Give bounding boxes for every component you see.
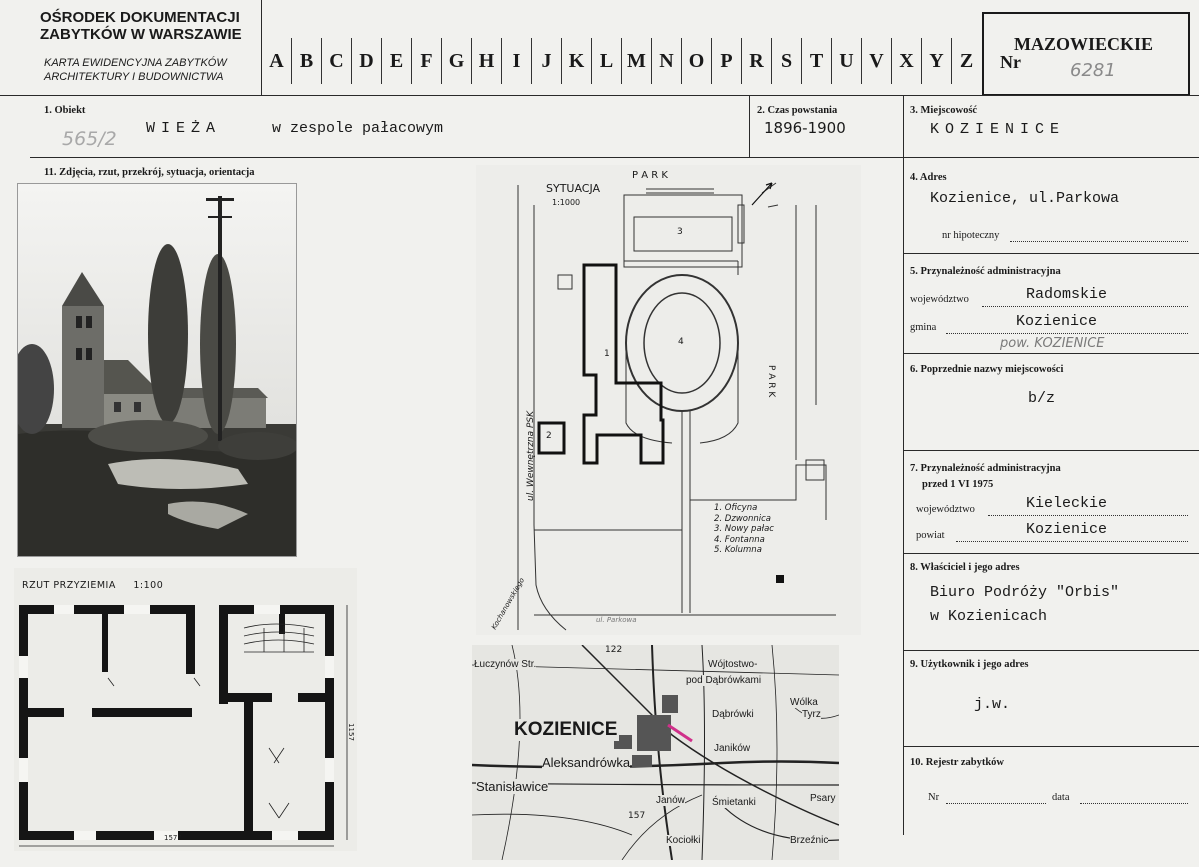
- map-place-label: Psary: [810, 793, 836, 804]
- map-place-label: Łuczynów Str.: [474, 659, 537, 670]
- map-place-label: Kociołki: [666, 835, 701, 846]
- index-letter-n: N: [651, 38, 681, 84]
- map-place-label: Stanisławice: [476, 779, 549, 794]
- index-letter-a: A: [261, 38, 291, 84]
- site-num-3: 3: [677, 227, 683, 237]
- org-line-1: OŚRODEK DOKUMENTACJI: [40, 9, 240, 26]
- voivodeship75-label: województwo: [916, 504, 975, 515]
- index-letter-y: Y: [921, 38, 951, 84]
- map-place-label: Wójtostwo-: [708, 659, 758, 670]
- region-box: [982, 12, 1190, 96]
- site-street-2: Kochanowskiego: [490, 576, 527, 631]
- floor-plan: [14, 568, 357, 851]
- index-letter-v: V: [861, 38, 891, 84]
- date-label: 2. Czas powstania: [757, 105, 838, 116]
- index-letter-d: D: [351, 38, 381, 84]
- index-letter-k: K: [561, 38, 591, 84]
- site-scale: 1:1000: [552, 198, 581, 207]
- owner-line-1: Biuro Podróży "Orbis": [930, 584, 1120, 601]
- index-letter-f: F: [411, 38, 441, 84]
- alphabet-index: [261, 38, 981, 84]
- admin-label: 5. Przynależność administracyjna: [910, 266, 1061, 277]
- index-letter-h: H: [471, 38, 501, 84]
- map-spot-height: 122: [605, 645, 623, 655]
- floor-plan-dim-right: 1157: [346, 723, 355, 741]
- user-label: 9. Użytkownik i jego adres: [910, 659, 1029, 670]
- map-place-label: Śmietanki: [712, 797, 756, 808]
- index-letter-t: T: [801, 38, 831, 84]
- voivodeship-value: Radomskie: [1026, 286, 1108, 303]
- commune-note: pow. KOZIENICE: [1000, 336, 1105, 351]
- object-note: 565/2: [62, 128, 117, 150]
- locality-label: 3. Miejscowość: [910, 105, 978, 116]
- index-letter-r: R: [741, 38, 771, 84]
- site-park-right: P A R K: [766, 365, 776, 398]
- commune-value: Kozienice: [1016, 313, 1098, 330]
- floor-plan-dim-bottom: 1577: [164, 834, 182, 842]
- org-line-2: ZABYTKÓW W WARSZAWIE: [40, 26, 242, 43]
- index-letter-g: G: [441, 38, 471, 84]
- tower-photograph: [17, 183, 297, 557]
- former-names-value: b/z: [1028, 390, 1056, 407]
- voivodeship75-value: Kieleckie: [1026, 495, 1108, 512]
- register-date-label: data: [1052, 792, 1070, 803]
- site-legend-item: 5. Kolumna: [714, 545, 762, 555]
- register-label: 10. Rejestr zabytków: [910, 757, 1004, 768]
- map-place-label: Dąbrówki: [712, 709, 754, 720]
- card-type: [44, 56, 227, 84]
- map-place-labels: [472, 645, 839, 860]
- address-value: Kozienice, ul.Parkowa: [930, 190, 1120, 207]
- map-place-label: Brzeźnic: [790, 835, 829, 846]
- mortgage-label: nr hipoteczny: [942, 230, 1000, 241]
- floor-plan-scale: 1:100: [133, 580, 164, 591]
- map-place-label: Janików: [714, 743, 751, 754]
- site-street: ul. Wewnętrzna PSK: [526, 410, 536, 501]
- index-letter-p: P: [711, 38, 741, 84]
- site-plan: [476, 165, 861, 635]
- site-num-2: 2: [546, 431, 552, 441]
- index-letter-b: B: [291, 38, 321, 84]
- site-num-1: 1: [604, 349, 610, 359]
- floor-plan-title-text: RZUT PRZYZIEMIA: [22, 580, 116, 591]
- site-legend-item: 3. Nowy pałac: [714, 524, 774, 534]
- site-street-3: ul. Parkowa: [596, 616, 637, 624]
- map-place-label: Aleksandrówka: [542, 755, 631, 770]
- map-place-label: Tyrz: [802, 709, 821, 720]
- owner-line-2: w Kozienicach: [930, 608, 1048, 625]
- site-num-4: 4: [678, 337, 684, 347]
- card-type-line-1: KARTA EWIDENCYJNA ZABYTKÓW: [44, 57, 227, 69]
- object-value-word: WIEŻA: [146, 120, 222, 137]
- card-type-line-2: ARCHITEKTURY I BUDOWNICTWA: [44, 71, 224, 83]
- index-letter-x: X: [891, 38, 921, 84]
- owner-label: 8. Właściciel i jego adres: [910, 562, 1020, 573]
- index-letter-s: S: [771, 38, 801, 84]
- user-value: j.w.: [974, 696, 1011, 713]
- region-name: MAZOWIECKIE: [1014, 34, 1154, 54]
- index-letter-e: E: [381, 38, 411, 84]
- index-letter-m: M: [621, 38, 651, 84]
- site-park-top: P A R K: [632, 170, 668, 181]
- object-value-rest: w zespole pałacowym: [272, 120, 444, 137]
- index-letter-i: I: [501, 38, 531, 84]
- nr-value: 6281: [1070, 60, 1116, 81]
- district-label: powiat: [916, 530, 945, 541]
- map-place-label: Janów: [656, 795, 685, 806]
- site-legend-item: 2. Dzwonnica: [714, 513, 771, 524]
- photos-label: 11. Zdjęcia, rzut, przekrój, sytuacja, orientacja: [44, 167, 255, 178]
- admin75-label: 7. Przynależność administracyjna: [910, 463, 1061, 474]
- index-letter-z: Z: [951, 38, 981, 84]
- address-label: 4. Adres: [910, 172, 947, 183]
- index-letter-o: O: [681, 38, 711, 84]
- site-legend-item: 1. Oficyna: [714, 503, 758, 513]
- organization-name: [40, 9, 260, 43]
- site-legend-item: 4. Fontanna: [714, 534, 765, 545]
- nr-label: Nr: [1000, 52, 1021, 72]
- location-map: [472, 645, 839, 860]
- map-spot-height-2: 157: [628, 811, 646, 821]
- locality-value: KOZIENICE: [930, 121, 1066, 138]
- map-place-label: pod Dąbrówkami: [686, 675, 762, 686]
- voivodeship-label: województwo: [910, 294, 969, 305]
- object-label: 1. Obiekt: [44, 105, 86, 116]
- commune-label: gmina: [910, 322, 937, 333]
- admin75-sub: przed 1 VI 1975: [922, 479, 994, 490]
- map-place-label: Wólka: [790, 697, 818, 708]
- former-names-label: 6. Poprzednie nazwy miejscowości: [910, 364, 1064, 375]
- district-value: Kozienice: [1026, 521, 1108, 538]
- index-letter-j: J: [531, 38, 561, 84]
- index-letter-u: U: [831, 38, 861, 84]
- index-letter-l: L: [591, 38, 621, 84]
- site-title: SYTUACJA: [546, 182, 601, 195]
- map-city: KOZIENICE: [514, 719, 618, 740]
- index-letter-c: C: [321, 38, 351, 84]
- site-legend: [714, 503, 774, 556]
- register-nr-label: Nr: [928, 792, 940, 803]
- date-value: 1896-1900: [764, 119, 846, 137]
